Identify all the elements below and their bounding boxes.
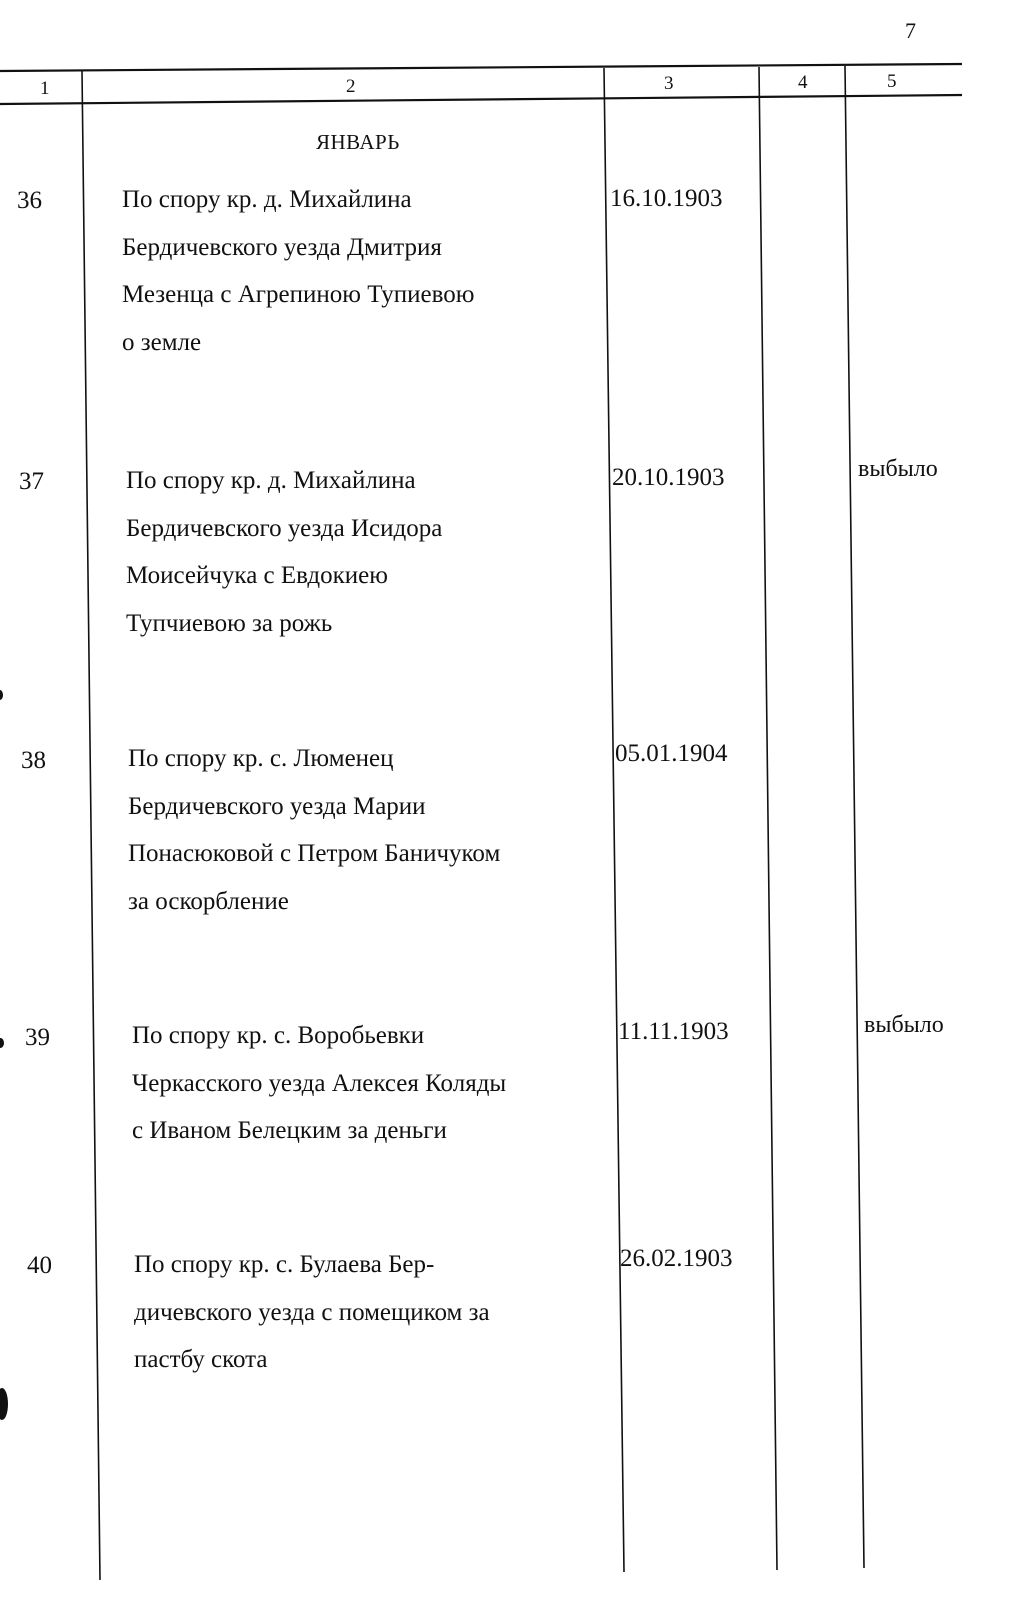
header-bottom-rule	[0, 95, 962, 104]
row-number: 36	[17, 187, 42, 214]
column-header-5: 5	[887, 71, 897, 92]
case-description: По спору кр. с. Люменец Бердичевского уезда Марии Понасюковой с Петром Баничуком за оскорбление	[128, 745, 501, 915]
case-description: По спору кр. с. Булаева Бер- дичевского уезда с помещиком за пастбу скота	[134, 1251, 490, 1373]
case-date: 11.11.1903	[618, 1018, 729, 1045]
col-divider-4-5	[845, 66, 864, 1568]
col-divider-3-4	[759, 67, 777, 1570]
row-number: 38	[21, 747, 46, 774]
row-number: 37	[19, 468, 44, 495]
row-number: 40	[27, 1252, 52, 1279]
status-note: выбыло	[858, 456, 938, 482]
header-top-rule	[0, 64, 962, 71]
case-description: По спору кр. с. Воробьевки Черкасского уезда Алексея Коляды с Иваном Белецким за деньги	[132, 1022, 507, 1144]
col-divider-1-2	[82, 71, 100, 1580]
case-description: По спору кр. д. Михайлина Бердичевского уезда Дмитрия Мезенца с Агрепиною Тупиевою о земле	[122, 186, 475, 356]
column-header-4: 4	[798, 72, 808, 93]
case-date: 20.10.1903	[612, 464, 725, 491]
row-number: 39	[25, 1024, 50, 1051]
case-date: 05.01.1904	[615, 740, 728, 767]
section-title: ЯНВАРЬ	[316, 130, 400, 154]
page-number: 7	[905, 18, 916, 43]
case-date: 16.10.1903	[610, 185, 723, 212]
column-header-3: 3	[664, 73, 674, 94]
col-divider-2-3	[604, 68, 624, 1572]
case-date: 26.02.1903	[620, 1245, 733, 1272]
status-note: выбыло	[864, 1012, 944, 1038]
column-header-1: 1	[40, 78, 50, 99]
case-description: По спору кр. д. Михайлина Бердичевского уезда Исидора Моисейчука с Евдокиею Тупчиевою за рожь	[126, 467, 443, 637]
column-header-2: 2	[346, 76, 356, 97]
